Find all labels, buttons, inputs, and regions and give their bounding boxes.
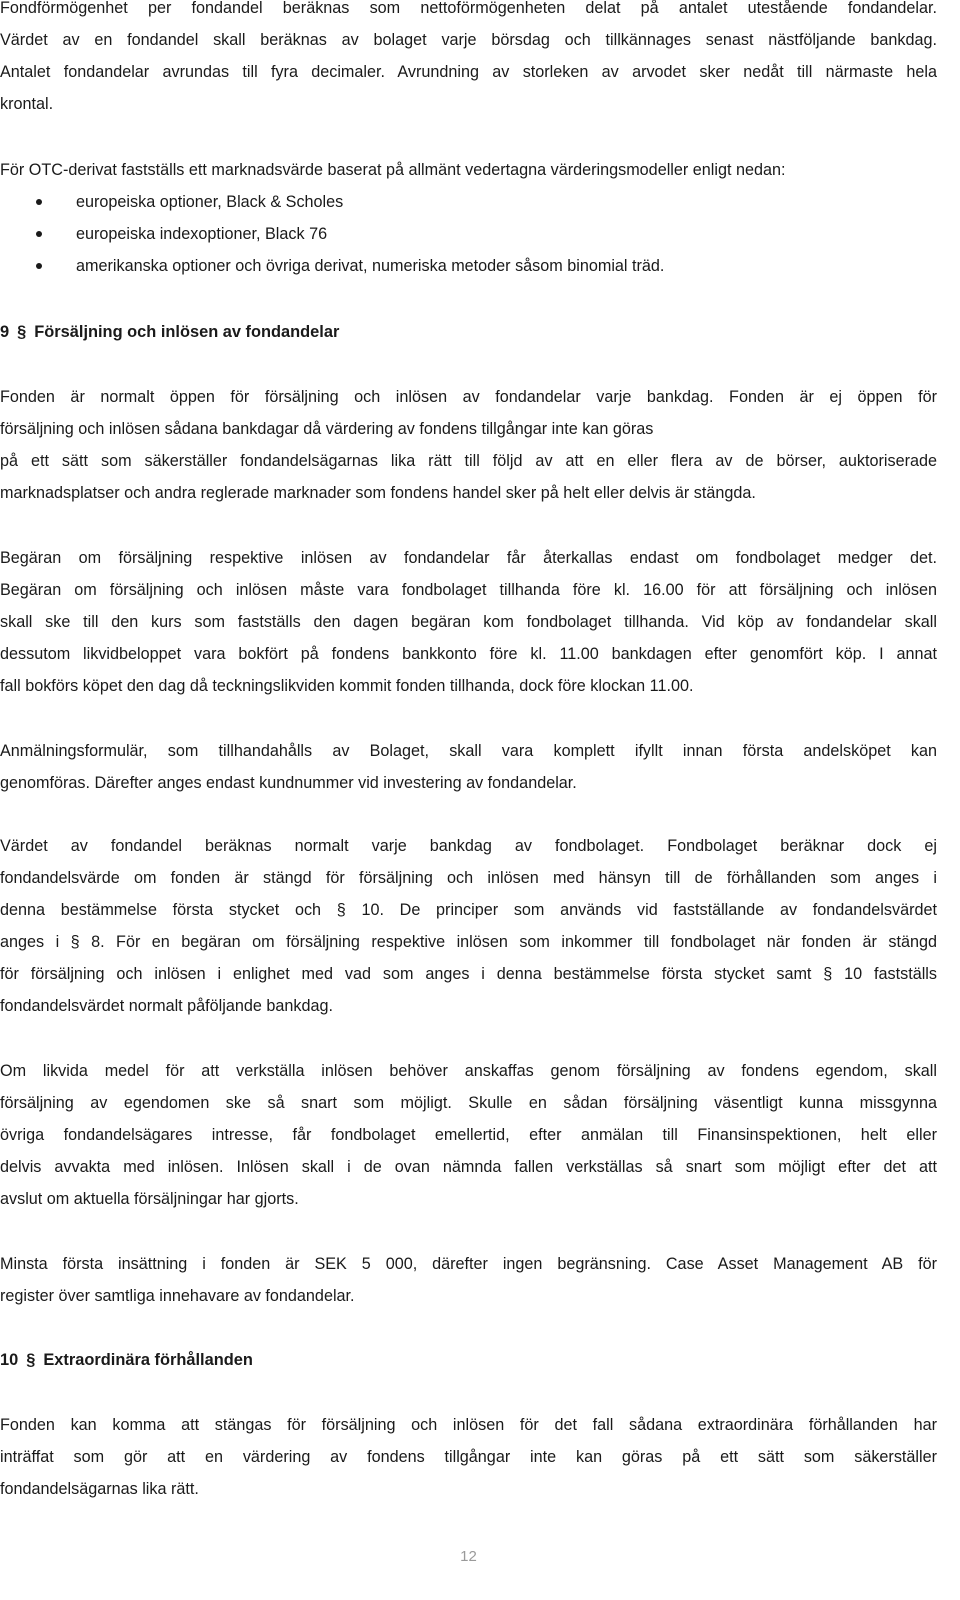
section-symbol: § bbox=[17, 323, 27, 341]
text-line: Om likvida medel för att verkställa inlösen behöver anskaffas genom försäljning av fondens egendom, skall bbox=[0, 1062, 937, 1080]
list-item-text: europeiska optioner, Black & Scholes bbox=[76, 193, 344, 211]
text-line: Värdet av en fondandel skall beräknas av bolaget varje börsdag och tillkännages senast nästföljande bankdag. bbox=[0, 31, 937, 49]
text-line: Värdet av fondandel beräknas normalt varje bankdag av fondbolaget. Fondbolaget beräknar dock ej bbox=[0, 837, 937, 855]
bullet-icon bbox=[36, 263, 42, 269]
text-line: för försäljning och inlösen i enlighet med vad som anges i denna bestämmelse första stycket samt § 10 fastställs bbox=[0, 965, 937, 983]
text-line: dessutom likvidbeloppet vara bokfört på fondens bankkonto före kl. 11.00 bankdagen efter genomfört köp. I annat bbox=[0, 645, 937, 663]
text-line: Anmälningsformulär, som tillhandahålls av Bolaget, skall vara komplett ifyllt innan första andelsköpet kan bbox=[0, 742, 937, 760]
list-item-text: europeiska indexoptioner, Black 76 bbox=[76, 225, 328, 243]
text-line: inträffat som gör att en värdering av fondens tillgångar inte kan göras på ett sätt som säkerställer bbox=[0, 1448, 937, 1466]
text-line: fondandelsägarnas lika rätt. bbox=[0, 1480, 199, 1498]
bullet-icon bbox=[36, 231, 42, 237]
text-line: För OTC-derivat fastställs ett marknadsvärde baserat på allmänt vedertagna värderingsmodeller enligt nedan: bbox=[0, 161, 786, 179]
list-item-text: amerikanska optioner och övriga derivat, numeriska metoder såsom binomial träd. bbox=[76, 257, 665, 275]
text-line: övriga fondandelsägares intresse, får fondbolaget emellertid, efter anmälan till Finansinspektionen, helt eller bbox=[0, 1126, 937, 1144]
text-line: marknadsplatser och andra reglerade marknader som fondens handel sker på helt eller delvis är stängda. bbox=[0, 484, 756, 502]
list-item bbox=[0, 250, 900, 282]
text-line: genomföras. Därefter anges endast kundnummer vid investering av fondandelar. bbox=[0, 774, 577, 792]
paragraph-application-form bbox=[0, 735, 937, 799]
list-item bbox=[0, 186, 900, 218]
paragraph-liquidity bbox=[0, 1055, 937, 1215]
text-line: Minsta första insättning i fonden är SEK 5 000, därefter ingen begränsning. Case Asset Management AB för bbox=[0, 1255, 937, 1273]
paragraph-otc-intro bbox=[0, 154, 937, 186]
section-heading-10 bbox=[0, 1344, 253, 1376]
paragraph-valuation bbox=[0, 0, 937, 120]
bullet-list bbox=[0, 186, 900, 282]
paragraph-minimum-deposit bbox=[0, 1248, 937, 1312]
text-line: Fonden är normalt öppen för försäljning och inlösen av fondandelar varje bankdag. Fonden är ej öppen för bbox=[0, 388, 937, 406]
paragraph-fund-value bbox=[0, 830, 937, 1022]
text-line: Fondförmögenhet per fondandel beräknas som nettoförmögenheten delat på antalet utestående fondandelar. bbox=[0, 0, 937, 17]
text-line: fondandelsvärde om fonden är stängd för försäljning och inlösen med hänsyn till de förhållanden som anges i bbox=[0, 869, 937, 887]
text-line: Begäran om försäljning och inlösen måste vara fondbolaget tillhanda före kl. 16.00 för att försäljning och inlösen bbox=[0, 581, 937, 599]
text-line: fondandelsvärdet normalt påföljande bankdag. bbox=[0, 997, 333, 1015]
paragraph-requests bbox=[0, 542, 937, 702]
section-number: 10 bbox=[0, 1351, 19, 1369]
text-line: försäljning och inlösen sådana bankdagar då värdering av fondens tillgångar inte kan göras bbox=[0, 420, 654, 438]
text-line: Begäran om försäljning respektive inlösen av fondandelar får återkallas endast om fondbolaget medger det. bbox=[0, 549, 937, 567]
section-symbol: § bbox=[26, 1351, 36, 1369]
text-line: fall bokförs köpet den dag då teckningslikviden kommit fonden tillhanda, dock före klockan 11.00. bbox=[0, 677, 694, 695]
text-line: skall ske till den kurs som fastställs den dagen begäran kom fondbolaget tillhanda. Vid köp av fondandelar skall bbox=[0, 613, 937, 631]
section-heading-9 bbox=[0, 316, 339, 348]
text-line: på ett sätt som säkerställer fondandelsägarnas lika rätt till följd av att en eller flera av de börser, auktoriserade bbox=[0, 452, 937, 470]
text-line: anges i § 8. För en begäran om försäljning respektive inlösen som inkommer till fondbolaget när fonden är stängd bbox=[0, 933, 937, 951]
text-line: avslut om aktuella försäljningar har gjorts. bbox=[0, 1190, 299, 1208]
text-line: denna bestämmelse första stycket och § 10. De principer som används vid fastställande av fondandelsvärdet bbox=[0, 901, 937, 919]
text-line: Fonden kan komma att stängas för försäljning och inlösen för det fall sådana extraordinära förhållanden har bbox=[0, 1416, 937, 1434]
page-number: 12 bbox=[460, 1548, 477, 1565]
text-line: Antalet fondandelar avrundas till fyra decimaler. Avrundning av storleken av arvodet sker nedåt till närmaste hela bbox=[0, 63, 937, 81]
section-title: Extraordinära förhållanden bbox=[43, 1351, 253, 1369]
text-line: försäljning av egendomen ske så snart som möjligt. Skulle en sådan försäljning väsentligt kunna missgynna bbox=[0, 1094, 937, 1112]
bullet-icon bbox=[36, 199, 42, 205]
section-number: 9 bbox=[0, 323, 10, 341]
paragraph-extraordinary bbox=[0, 1409, 937, 1505]
list-item bbox=[0, 218, 900, 250]
text-line: krontal. bbox=[0, 95, 54, 113]
text-line: delvis avvakta med inlösen. Inlösen skall i de ovan nämnda fallen verkställas så snart som möjligt efter det att bbox=[0, 1158, 937, 1176]
text-line: register över samtliga innehavare av fondandelar. bbox=[0, 1287, 355, 1305]
paragraph-open-days bbox=[0, 381, 937, 509]
section-title: Försäljning och inlösen av fondandelar bbox=[34, 323, 340, 341]
